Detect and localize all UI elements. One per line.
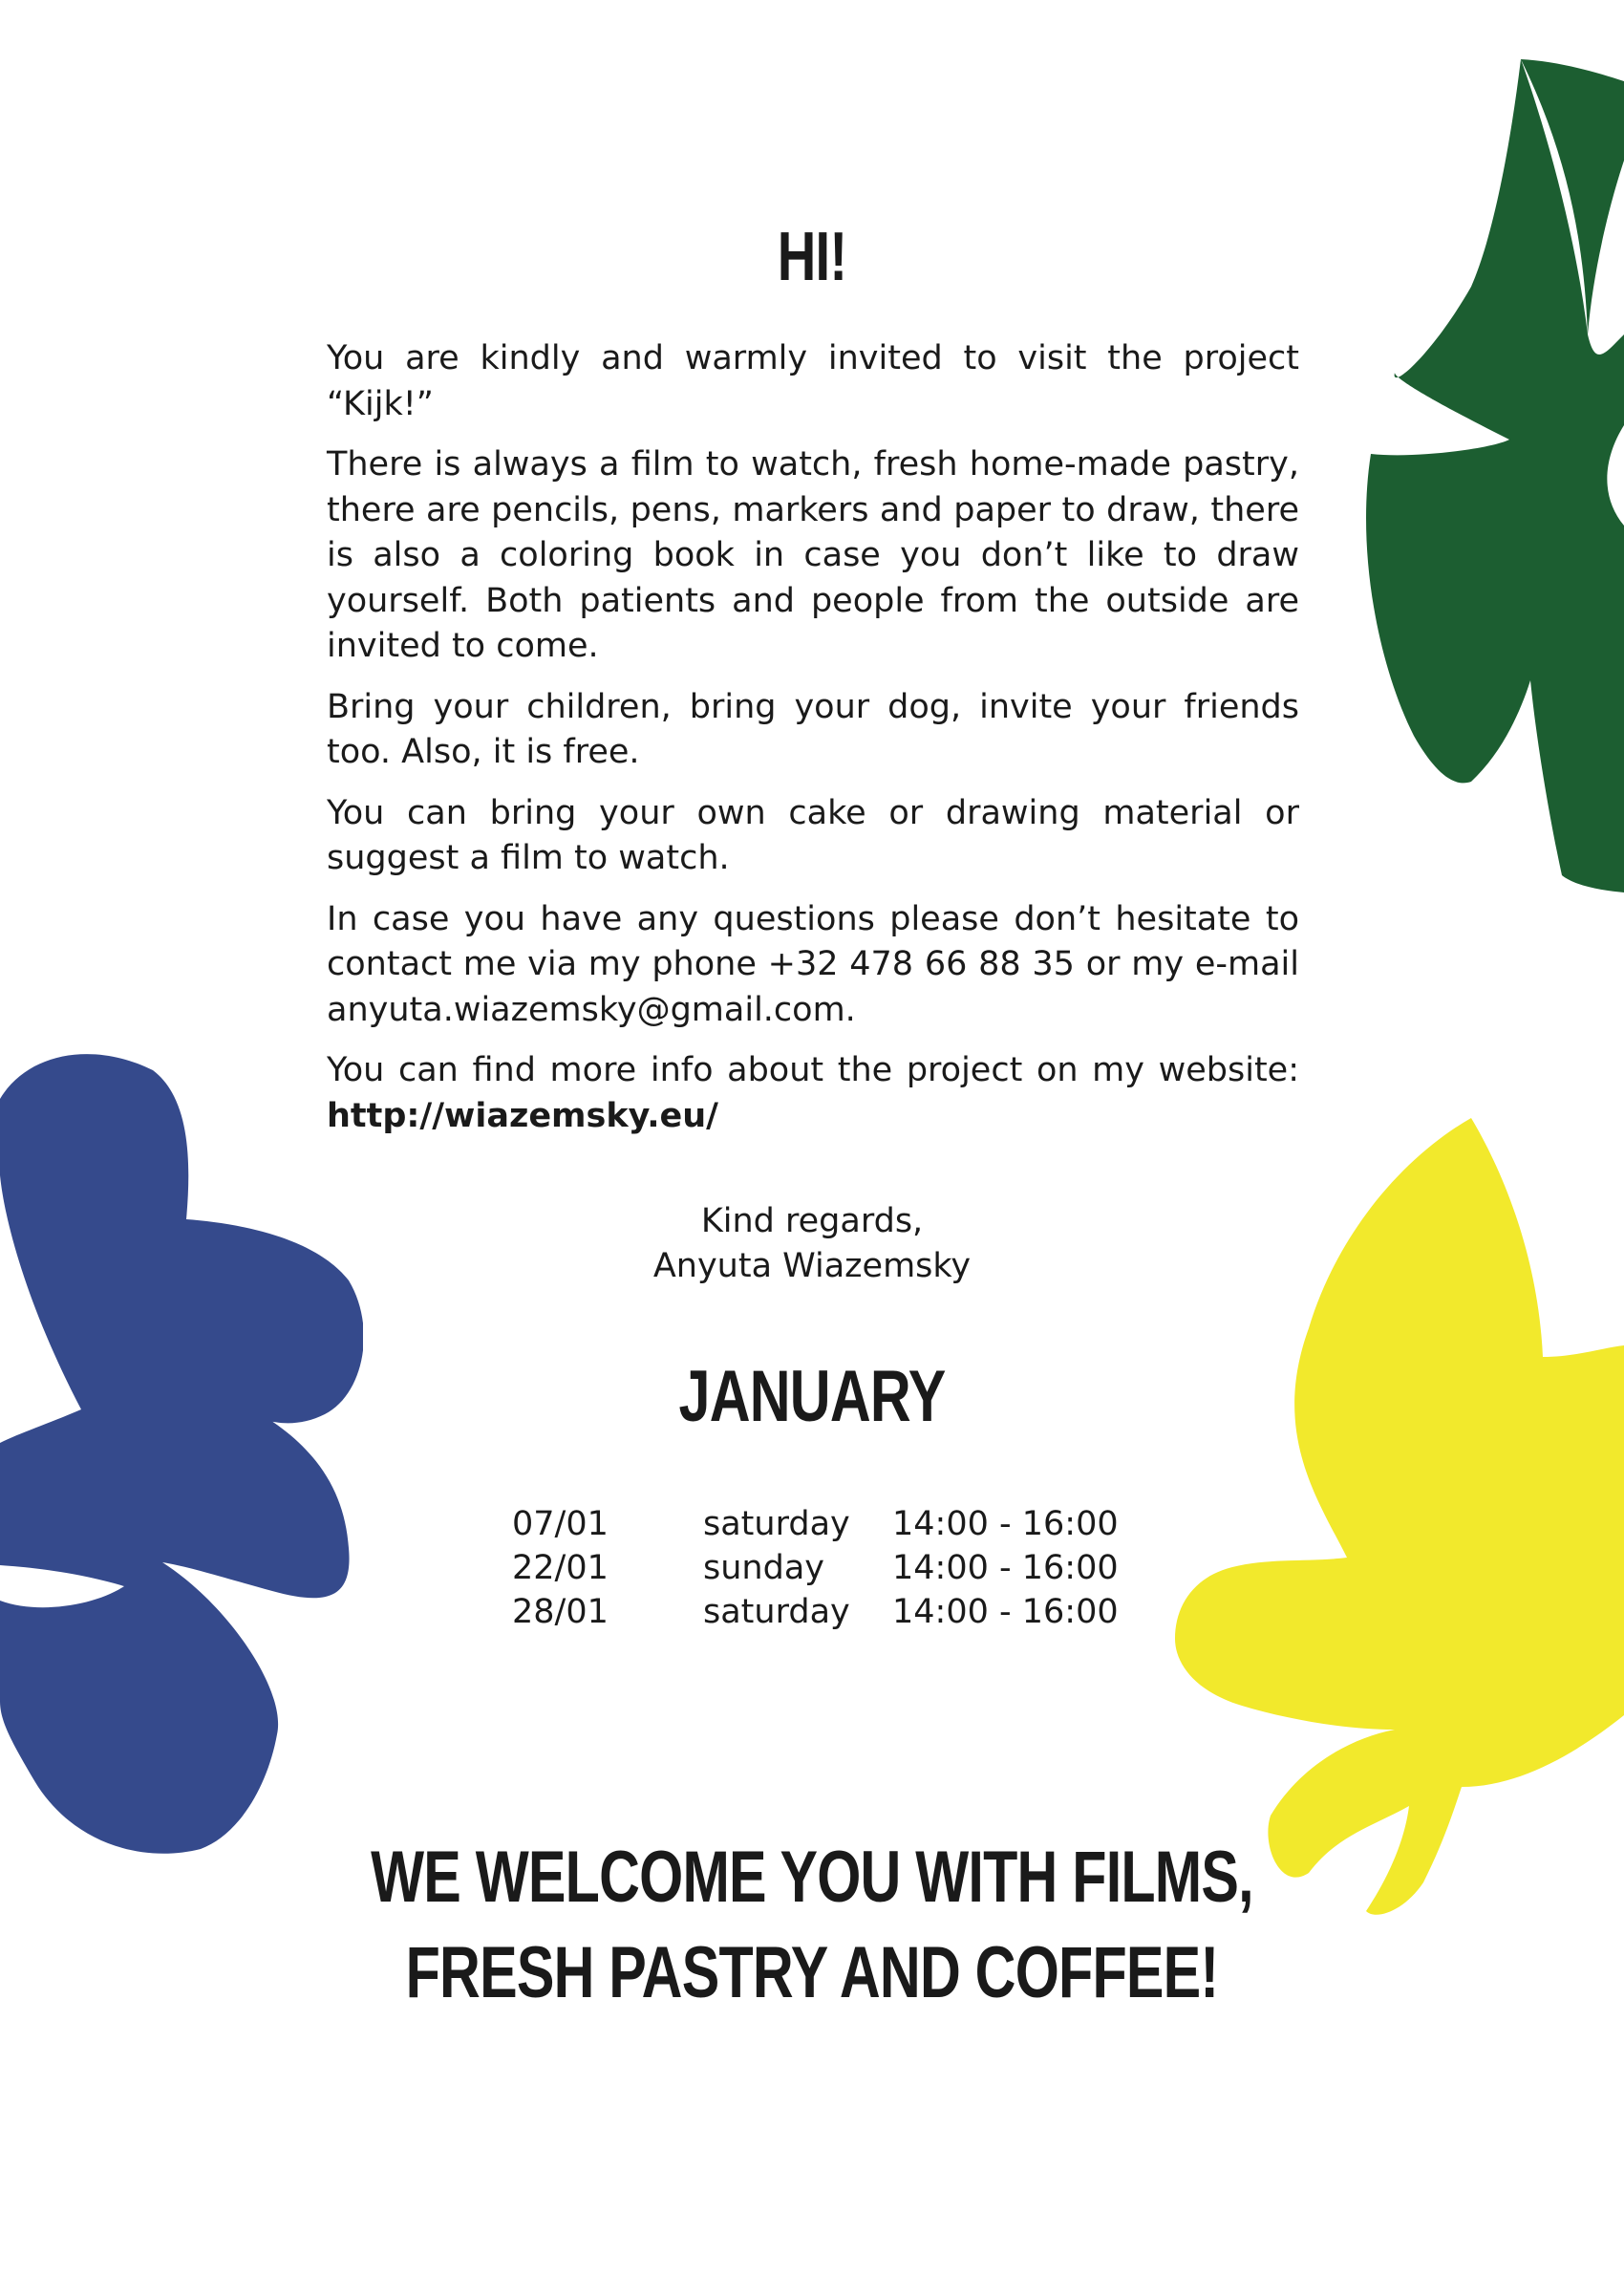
paragraph-intro: You are kindly and warmly invited to visit the project “Kijk!”	[327, 339, 1299, 423]
green-leaf-shape	[1318, 48, 1624, 898]
paragraph-website	[327, 1048, 1299, 1139]
closing-line-1: WE WELCOME YOU WITH FILMS,	[371, 1837, 1253, 1918]
schedule-table	[512, 1502, 1119, 1634]
closing-heading	[179, 1830, 1445, 2021]
schedule-date: 22/01	[512, 1549, 609, 1587]
closing-line-2: FRESH PASTRY AND COFFEE!	[405, 1932, 1219, 2013]
month-heading: JANUARY	[678, 1356, 946, 1437]
blue-leaf-path	[0, 1054, 363, 1854]
signoff-name: Anyuta Wiazemsky	[652, 1247, 972, 1285]
schedule-row	[512, 1590, 1119, 1634]
schedule-day: saturday	[703, 1593, 850, 1631]
schedule-row	[512, 1546, 1119, 1590]
paragraph-activities: There is always a film to watch, fresh home-made pastry, there are pencils, pens, markers and paper to draw, there is also a coloring book in case you don’t like to draw yourself. Both patients and people from the outside are invited to come.	[327, 445, 1299, 665]
website-intro: You can find more info about the project on my website:	[327, 1051, 1299, 1089]
blue-leaf-shape	[0, 1032, 363, 1854]
schedule-time: 14:00 - 16:00	[892, 1593, 1119, 1631]
schedule-day: sunday	[703, 1549, 824, 1587]
signoff-greeting: Kind regards,	[700, 1202, 924, 1240]
schedule-time: 14:00 - 16:00	[892, 1505, 1119, 1543]
invitation-body	[327, 336, 1299, 1154]
schedule-day: saturday	[703, 1505, 850, 1543]
signoff	[0, 1199, 1624, 1289]
schedule-date: 07/01	[512, 1505, 609, 1543]
website-link[interactable]: http://wiazemsky.eu/	[327, 1096, 718, 1135]
schedule-time: 14:00 - 16:00	[892, 1549, 1119, 1587]
paragraph-suggest: You can bring your own cake or drawing material or suggest a film to watch.	[327, 793, 1299, 877]
schedule-date: 28/01	[512, 1593, 609, 1631]
greeting-heading: HI!	[777, 219, 847, 295]
paragraph-contact: In case you have any questions please don’t hesitate to contact me via my phone +32 478 66 88 35 or my e-mail anyuta.wiazemsky@gmail.com.	[327, 899, 1299, 1029]
green-leaf-path	[1366, 59, 1624, 892]
paragraph-bring: Bring your children, bring your dog, invite your friends too. Also, it is free.	[327, 687, 1299, 771]
schedule-row	[512, 1502, 1119, 1546]
